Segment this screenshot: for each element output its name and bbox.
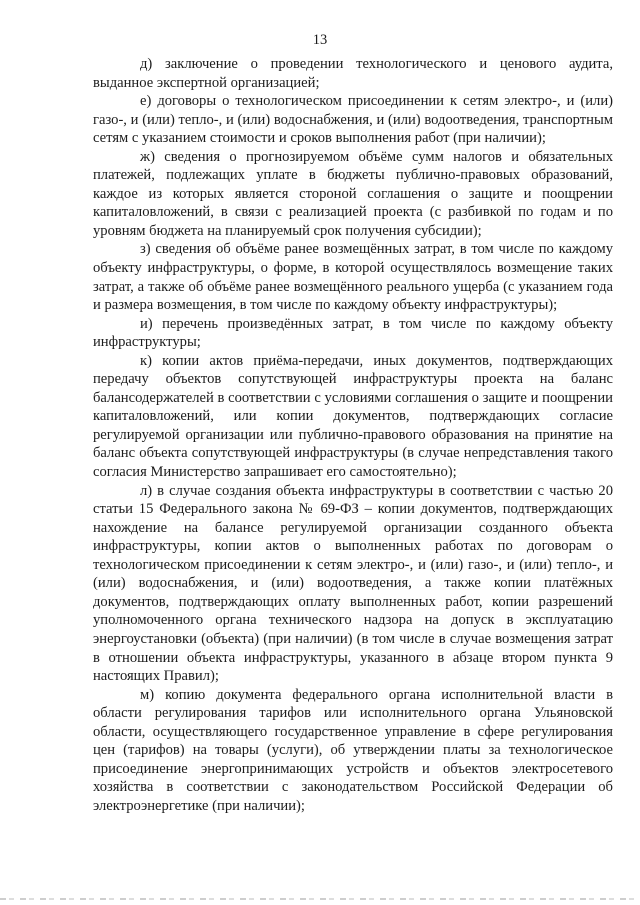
paragraph-z: з) сведения об объёме ранее возмещённых затрат, в том числе по каждому объекту инфраструктуры, о форме, в которой осуществлялось возмещение таких затрат, а также об объёме ранее возмещённого реального ущерба (с указанием года и размера возмещения, в том числе по каждому объекту инфраструктуры); — [93, 241, 613, 314]
scan-artifact-line — [0, 898, 640, 900]
paragraph-m: м) копию документа федерального органа исполнительной власти в области регулирования тарифов или исполнительного органа Ульяновской области, осуществляющего государственное управление в сфере регулирования цен (тарифов) на товары (услуги), об утверждении платы за технологическое присоединение энергопринимающих устройств и объектов электросетевого хозяйства в соответствии с законодательством Российской Федерации об электроэнергетике (при наличии); — [93, 686, 613, 814]
paragraph-i: и) перечень произведённых затрат, в том числе по каждому объекту инфраструктуры; — [93, 315, 613, 351]
paragraph-k: к) копии актов приёма-передачи, иных документов, подтверждающих передачу объектов сопутствующей инфраструктуры проекта на баланс балансодержателей в соответствии с условиями соглашения о защите и поощрении капиталовложений, или копии документов, подтверждающих согласие регулируемой организации или публично-правового образования на принятие на баланс объекта сопутствующей инфраструктуры (в случае непредставления такого согласия Министерство запрашивает его самостоятельно); — [93, 352, 613, 481]
paragraph-e: е) договоры о технологическом присоединении к сетям электро-, и (или) газо-, и (или) тепло-, и (или) водоснабжения, и (или) водоотведения, транспортным сетям с указанием стоимости и сроков выполнения работ (при наличии); — [93, 93, 613, 147]
page-number: 13 — [312, 32, 328, 48]
document-body — [93, 55, 613, 815]
paragraph-l: л) в случае создания объекта инфраструктуры в соответствии с частью 20 статьи 15 Федерального закона № 69-ФЗ – копии документов, подтверждающих нахождение на балансе регулируемой организации созданного объекта инфраструктуры, копии актов о выполненных работах по договорам о технологическом присоединении к сетям электро-, и (или) газо-, и (или) тепло-, и (или) водоснабжения, и (или) водоотведения, а также копии платёжных документов, подтверждающих оплату выполненных работ, копии разрешений уполномоченного органа технического надзора на допуск в эксплуатацию энергоустановки (объекта) (при наличии) (в том числе в случае возмещения затрат в отношении объекта инфраструктуры, указанного в абзаце втором пункта 9 настоящих Правил); — [93, 482, 613, 685]
paragraph-zh: ж) сведения о прогнозируемом объёме сумм налогов и обязательных платежей, подлежащих уплате в бюджеты публично-правовых образований, каждое из которых является стороной соглашения о защите и поощрении капиталовложений, в связи с реализацией проекта (с разбивкой по годам и по уровням бюджета на планируемый срок получения субсидии); — [93, 148, 613, 239]
paragraph-d: д) заключение о проведении технологического и ценового аудита, выданное экспертной организацией; — [93, 56, 613, 91]
